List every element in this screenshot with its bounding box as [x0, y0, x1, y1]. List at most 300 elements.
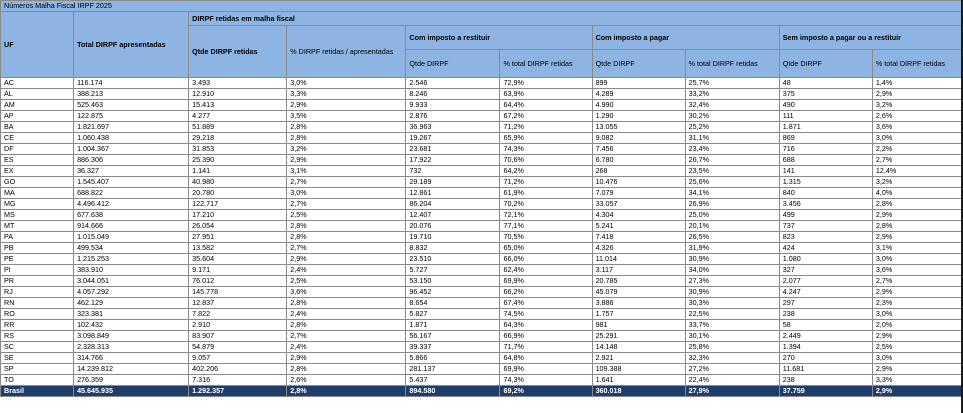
- cell-total: 1.821.697: [74, 122, 189, 133]
- cell-restituir-qtde: 20.076: [406, 221, 500, 232]
- cell-pagar-qtde: 45.079: [592, 287, 685, 298]
- cell-total: 677.638: [74, 210, 189, 221]
- cell-pct-retidas: 2,8%: [287, 133, 406, 144]
- cell-sem-qtde: 737: [779, 221, 872, 232]
- cell-pagar-qtde: 360.018: [592, 386, 685, 397]
- header-group-pagar: Com imposto a pagar: [592, 26, 779, 50]
- cell-pct-retidas: 2,8%: [287, 320, 406, 331]
- cell-restituir-pct: 69,9%: [500, 364, 592, 375]
- table-row: [1, 210, 963, 221]
- cell-sem-qtde: 297: [779, 298, 872, 309]
- cell-pagar-qtde: 4.289: [592, 89, 685, 100]
- cell-sem-pct: 2,8%: [872, 221, 962, 232]
- cell-uf: RS: [1, 331, 74, 342]
- cell-sem-pct: 2,5%: [872, 342, 962, 353]
- cell-pagar-qtde: 1.290: [592, 111, 685, 122]
- cell-restituir-pct: 64,8%: [500, 353, 592, 364]
- cell-restituir-pct: 71,2%: [500, 122, 592, 133]
- cell-sem-qtde: 375: [779, 89, 872, 100]
- cell-restituir-qtde: 894.580: [406, 386, 500, 397]
- cell-pct-retidas: 2,7%: [287, 177, 406, 188]
- cell-uf: DF: [1, 144, 74, 155]
- cell-sem-qtde: 111: [779, 111, 872, 122]
- cell-sem-qtde: 490: [779, 100, 872, 111]
- table-row: [1, 166, 963, 177]
- cell-total: 14.239.812: [74, 364, 189, 375]
- cell-restituir-pct: 70,2%: [500, 199, 592, 210]
- cell-restituir-qtde: 8.832: [406, 243, 500, 254]
- cell-pagar-qtde: 981: [592, 320, 685, 331]
- cell-sem-pct: 3,3%: [872, 375, 962, 386]
- header-restituir-qtde: Qtde DIRPF: [406, 50, 500, 78]
- table-row: [1, 232, 963, 243]
- cell-restituir-qtde: 19.267: [406, 133, 500, 144]
- cell-sem-pct: 3,0%: [872, 353, 962, 364]
- cell-pagar-qtde: 1.641: [592, 375, 685, 386]
- cell-retidas: 2.910: [189, 320, 287, 331]
- cell-sem-pct: 2,8%: [872, 199, 962, 210]
- cell-pagar-qtde: 5.241: [592, 221, 685, 232]
- cell-sem-qtde: 4.247: [779, 287, 872, 298]
- header-sem-qtde: Qtde DIRPF: [779, 50, 872, 78]
- cell-retidas: 51.889: [189, 122, 287, 133]
- cell-total: 462.129: [74, 298, 189, 309]
- cell-pct-retidas: 2,9%: [287, 254, 406, 265]
- cell-uf: SP: [1, 364, 74, 375]
- header-sem-pct: % total DIRPF retidas: [872, 50, 962, 78]
- cell-restituir-qtde: 2.546: [406, 78, 500, 89]
- cell-restituir-pct: 64,2%: [500, 166, 592, 177]
- cell-sem-pct: 2,9%: [872, 287, 962, 298]
- cell-pagar-qtde: 7.079: [592, 188, 685, 199]
- cell-pct-retidas: 2,9%: [287, 353, 406, 364]
- cell-pagar-pct: 31,9%: [685, 243, 779, 254]
- cell-sem-qtde: 688: [779, 155, 872, 166]
- header-uf: UF: [1, 12, 74, 78]
- cell-pagar-pct: 26,7%: [685, 155, 779, 166]
- cell-restituir-qtde: 53.150: [406, 276, 500, 287]
- cell-restituir-pct: 65,0%: [500, 243, 592, 254]
- cell-pagar-pct: 23,5%: [685, 166, 779, 177]
- cell-sem-pct: 3,6%: [872, 122, 962, 133]
- cell-retidas: 145.778: [189, 287, 287, 298]
- cell-uf: MA: [1, 188, 74, 199]
- cell-sem-qtde: 2.077: [779, 276, 872, 287]
- header-pagar-qtde: Qtde DIRPF: [592, 50, 685, 78]
- cell-restituir-pct: 67,2%: [500, 111, 592, 122]
- cell-restituir-qtde: 36.963: [406, 122, 500, 133]
- cell-total: 525.463: [74, 100, 189, 111]
- cell-restituir-qtde: 2.876: [406, 111, 500, 122]
- cell-total: 499.534: [74, 243, 189, 254]
- cell-restituir-qtde: 96.452: [406, 287, 500, 298]
- cell-uf: MG: [1, 199, 74, 210]
- cell-sem-qtde: 238: [779, 309, 872, 320]
- cell-pagar-pct: 27,2%: [685, 364, 779, 375]
- cell-total: 1.215.253: [74, 254, 189, 265]
- cell-retidas: 25.390: [189, 155, 287, 166]
- cell-pagar-qtde: 3.886: [592, 298, 685, 309]
- cell-restituir-pct: 62,4%: [500, 265, 592, 276]
- table-row: [1, 254, 963, 265]
- cell-restituir-pct: 74,3%: [500, 375, 592, 386]
- cell-pagar-pct: 30,9%: [685, 254, 779, 265]
- cell-sem-pct: 2,9%: [872, 364, 962, 375]
- cell-retidas: 40.980: [189, 177, 287, 188]
- cell-restituir-pct: 69,9%: [500, 276, 592, 287]
- cell-pagar-pct: 25,2%: [685, 122, 779, 133]
- header-pct-retidas: % DIRPF retidas / apresentadas: [287, 26, 406, 78]
- cell-restituir-pct: 74,5%: [500, 309, 592, 320]
- cell-total: 3.098.849: [74, 331, 189, 342]
- cell-total: 102.432: [74, 320, 189, 331]
- cell-sem-qtde: 1.394: [779, 342, 872, 353]
- cell-sem-qtde: 1.871: [779, 122, 872, 133]
- cell-total: 276.359: [74, 375, 189, 386]
- cell-pagar-pct: 20,1%: [685, 221, 779, 232]
- cell-pct-retidas: 3,6%: [287, 287, 406, 298]
- cell-pagar-pct: 27,9%: [685, 386, 779, 397]
- cell-total: 2.328.313: [74, 342, 189, 353]
- cell-pagar-pct: 30,1%: [685, 331, 779, 342]
- cell-restituir-qtde: 29.189: [406, 177, 500, 188]
- cell-sem-qtde: 424: [779, 243, 872, 254]
- cell-pagar-pct: 32,4%: [685, 100, 779, 111]
- cell-pct-retidas: 3,3%: [287, 89, 406, 100]
- cell-uf: ES: [1, 155, 74, 166]
- cell-retidas: 7.822: [189, 309, 287, 320]
- cell-retidas: 12.837: [189, 298, 287, 309]
- total-row: [1, 386, 963, 397]
- cell-uf: CE: [1, 133, 74, 144]
- cell-restituir-qtde: 12.407: [406, 210, 500, 221]
- cell-uf: RR: [1, 320, 74, 331]
- cell-pagar-qtde: 3.117: [592, 265, 685, 276]
- cell-restituir-qtde: 23.510: [406, 254, 500, 265]
- cell-uf: MS: [1, 210, 74, 221]
- cell-sem-pct: 1,4%: [872, 78, 962, 89]
- cell-pagar-qtde: 6.780: [592, 155, 685, 166]
- cell-uf: PB: [1, 243, 74, 254]
- cell-total: 388.213: [74, 89, 189, 100]
- cell-uf: PA: [1, 232, 74, 243]
- cell-restituir-pct: 72,9%: [500, 78, 592, 89]
- cell-pct-retidas: 2,4%: [287, 309, 406, 320]
- header-group-retidas: DIRPF retidas em malha fiscal: [189, 12, 963, 26]
- cell-retidas: 76.012: [189, 276, 287, 287]
- cell-total: 1.545.407: [74, 177, 189, 188]
- cell-pagar-pct: 25,7%: [685, 78, 779, 89]
- cell-sem-qtde: 270: [779, 353, 872, 364]
- cell-sem-pct: 2,9%: [872, 89, 962, 100]
- cell-uf: RN: [1, 298, 74, 309]
- cell-sem-pct: 12,4%: [872, 166, 962, 177]
- cell-uf: EX: [1, 166, 74, 177]
- cell-pagar-qtde: 7.418: [592, 232, 685, 243]
- table-row: [1, 177, 963, 188]
- cell-pagar-qtde: 2.921: [592, 353, 685, 364]
- cell-uf: GO: [1, 177, 74, 188]
- cell-pagar-qtde: 899: [592, 78, 685, 89]
- cell-sem-qtde: 2.449: [779, 331, 872, 342]
- cell-restituir-qtde: 5.727: [406, 265, 500, 276]
- cell-pagar-pct: 26,9%: [685, 199, 779, 210]
- cell-total: 383.910: [74, 265, 189, 276]
- cell-total: 116.174: [74, 78, 189, 89]
- table-title: Números Malha Fiscal IRPF 2025: [1, 1, 963, 12]
- cell-pagar-qtde: 1.757: [592, 309, 685, 320]
- cell-sem-pct: 3,1%: [872, 243, 962, 254]
- cell-retidas: 1.141: [189, 166, 287, 177]
- cell-pagar-qtde: 11.014: [592, 254, 685, 265]
- cell-total: 1.004.367: [74, 144, 189, 155]
- cell-uf: AL: [1, 89, 74, 100]
- cell-pct-retidas: 2,5%: [287, 276, 406, 287]
- table-row: [1, 342, 963, 353]
- cell-restituir-qtde: 5.866: [406, 353, 500, 364]
- cell-uf: TO: [1, 375, 74, 386]
- cell-restituir-pct: 63,9%: [500, 89, 592, 100]
- cell-sem-pct: 3,2%: [872, 177, 962, 188]
- cell-sem-pct: 2,9%: [872, 386, 962, 397]
- cell-pagar-qtde: 33.057: [592, 199, 685, 210]
- cell-pct-retidas: 2,8%: [287, 122, 406, 133]
- cell-restituir-qtde: 5.827: [406, 309, 500, 320]
- cell-total: 886.306: [74, 155, 189, 166]
- cell-uf: AM: [1, 100, 74, 111]
- cell-pagar-pct: 25,8%: [685, 342, 779, 353]
- cell-pagar-pct: 31,1%: [685, 133, 779, 144]
- cell-restituir-pct: 66,2%: [500, 287, 592, 298]
- cell-pagar-qtde: 4.304: [592, 210, 685, 221]
- cell-pct-retidas: 3,0%: [287, 188, 406, 199]
- cell-pct-retidas: 3,2%: [287, 144, 406, 155]
- cell-restituir-qtde: 8.246: [406, 89, 500, 100]
- cell-restituir-qtde: 732: [406, 166, 500, 177]
- cell-pct-retidas: 3,5%: [287, 111, 406, 122]
- cell-sem-pct: 2,2%: [872, 144, 962, 155]
- table-row: [1, 122, 963, 133]
- cell-retidas: 20.780: [189, 188, 287, 199]
- cell-restituir-qtde: 9.933: [406, 100, 500, 111]
- table-row: [1, 309, 963, 320]
- cell-restituir-pct: 70,6%: [500, 155, 592, 166]
- cell-restituir-qtde: 56.167: [406, 331, 500, 342]
- cell-sem-qtde: 238: [779, 375, 872, 386]
- cell-sem-qtde: 1.080: [779, 254, 872, 265]
- cell-pagar-pct: 30,9%: [685, 287, 779, 298]
- table-row: [1, 320, 963, 331]
- header-restituir-pct: % total DIRPF retidas: [500, 50, 592, 78]
- cell-retidas: 35.604: [189, 254, 287, 265]
- cell-restituir-pct: 67,4%: [500, 298, 592, 309]
- header-group-sem: Sem imposto a pagar ou a restituir: [779, 26, 962, 50]
- table-row: [1, 375, 963, 386]
- cell-restituir-qtde: 86.204: [406, 199, 500, 210]
- cell-pagar-qtde: 20.785: [592, 276, 685, 287]
- cell-pct-retidas: 2,7%: [287, 331, 406, 342]
- cell-uf: MT: [1, 221, 74, 232]
- cell-pct-retidas: 2,5%: [287, 210, 406, 221]
- cell-restituir-pct: 61,9%: [500, 188, 592, 199]
- cell-restituir-pct: 77,1%: [500, 221, 592, 232]
- cell-total: 1.015.049: [74, 232, 189, 243]
- cell-sem-pct: 3,2%: [872, 100, 962, 111]
- cell-pct-retidas: 2,4%: [287, 265, 406, 276]
- cell-sem-qtde: 1.315: [779, 177, 872, 188]
- cell-pct-retidas: 3,1%: [287, 166, 406, 177]
- cell-restituir-pct: 65,9%: [500, 133, 592, 144]
- cell-restituir-qtde: 8.654: [406, 298, 500, 309]
- cell-restituir-qtde: 12.861: [406, 188, 500, 199]
- cell-sem-pct: 2,6%: [872, 111, 962, 122]
- cell-restituir-pct: 72,1%: [500, 210, 592, 221]
- cell-total: 914.666: [74, 221, 189, 232]
- header-total-dirpf: Total DIRPF apresentadas: [74, 12, 189, 78]
- cell-uf: PR: [1, 276, 74, 287]
- cell-pct-retidas: 2,8%: [287, 364, 406, 375]
- table-row: [1, 221, 963, 232]
- cell-pagar-qtde: 268: [592, 166, 685, 177]
- table-row: [1, 287, 963, 298]
- table-row: [1, 243, 963, 254]
- cell-uf: RJ: [1, 287, 74, 298]
- cell-pct-retidas: 2,8%: [287, 298, 406, 309]
- cell-pct-retidas: 2,6%: [287, 375, 406, 386]
- cell-pct-retidas: 3,0%: [287, 78, 406, 89]
- cell-retidas: 29.218: [189, 133, 287, 144]
- cell-pagar-qtde: 9.082: [592, 133, 685, 144]
- cell-total: 1.060.438: [74, 133, 189, 144]
- cell-sem-qtde: 37.759: [779, 386, 872, 397]
- cell-sem-qtde: 869: [779, 133, 872, 144]
- cell-restituir-qtde: 23.681: [406, 144, 500, 155]
- cell-sem-pct: 2,0%: [872, 320, 962, 331]
- cell-sem-pct: 2,9%: [872, 210, 962, 221]
- cell-pagar-qtde: 10.476: [592, 177, 685, 188]
- table-row: [1, 276, 963, 287]
- table-row: [1, 298, 963, 309]
- table-row: [1, 111, 963, 122]
- cell-retidas: 31.853: [189, 144, 287, 155]
- table-row: [1, 155, 963, 166]
- cell-pct-retidas: 2,8%: [287, 386, 406, 397]
- header-qtde-retidas: Qtde DIRPF retidas: [189, 26, 287, 78]
- header-pagar-pct: % total DIRPF retidas: [685, 50, 779, 78]
- cell-restituir-pct: 66,9%: [500, 331, 592, 342]
- cell-restituir-qtde: 1.871: [406, 320, 500, 331]
- table-row: [1, 89, 963, 100]
- cell-uf: PE: [1, 254, 74, 265]
- table-row: [1, 133, 963, 144]
- cell-pct-retidas: 2,7%: [287, 199, 406, 210]
- cell-restituir-pct: 71,2%: [500, 177, 592, 188]
- cell-uf: BA: [1, 122, 74, 133]
- table-body: [1, 78, 963, 397]
- table-row: [1, 265, 963, 276]
- cell-pagar-pct: 34,0%: [685, 265, 779, 276]
- cell-sem-pct: 2,7%: [872, 155, 962, 166]
- cell-retidas: 15.413: [189, 100, 287, 111]
- cell-pagar-pct: 25,6%: [685, 177, 779, 188]
- cell-sem-pct: 3,0%: [872, 309, 962, 320]
- cell-pagar-qtde: 4.990: [592, 100, 685, 111]
- cell-retidas: 402.206: [189, 364, 287, 375]
- cell-restituir-pct: 66,0%: [500, 254, 592, 265]
- cell-sem-pct: 3,6%: [872, 265, 962, 276]
- cell-total: 45.645.935: [74, 386, 189, 397]
- cell-retidas: 26.054: [189, 221, 287, 232]
- cell-total: 36.327: [74, 166, 189, 177]
- cell-sem-qtde: 3.456: [779, 199, 872, 210]
- cell-pagar-qtde: 7.456: [592, 144, 685, 155]
- cell-restituir-pct: 71,7%: [500, 342, 592, 353]
- table-row: [1, 144, 963, 155]
- cell-pagar-pct: 22,5%: [685, 309, 779, 320]
- cell-restituir-qtde: 19.710: [406, 232, 500, 243]
- cell-pagar-qtde: 13.055: [592, 122, 685, 133]
- cell-restituir-qtde: 281.137: [406, 364, 500, 375]
- cell-pagar-pct: 33,2%: [685, 89, 779, 100]
- cell-restituir-pct: 74,3%: [500, 144, 592, 155]
- cell-uf: RO: [1, 309, 74, 320]
- cell-uf: PI: [1, 265, 74, 276]
- cell-sem-pct: 3,0%: [872, 133, 962, 144]
- cell-retidas: 54.879: [189, 342, 287, 353]
- table-row: [1, 353, 963, 364]
- cell-uf: SC: [1, 342, 74, 353]
- cell-total: 688.822: [74, 188, 189, 199]
- cell-sem-pct: 2,3%: [872, 298, 962, 309]
- cell-pct-retidas: 2,9%: [287, 155, 406, 166]
- cell-retidas: 122.717: [189, 199, 287, 210]
- cell-pagar-pct: 22,4%: [685, 375, 779, 386]
- table-row: [1, 364, 963, 375]
- table-row: [1, 331, 963, 342]
- cell-total: 3.044.051: [74, 276, 189, 287]
- cell-pagar-qtde: 25.291: [592, 331, 685, 342]
- cell-sem-qtde: 716: [779, 144, 872, 155]
- cell-retidas: 9.171: [189, 265, 287, 276]
- cell-uf: AC: [1, 78, 74, 89]
- cell-retidas: 83.907: [189, 331, 287, 342]
- cell-pagar-pct: 30,2%: [685, 111, 779, 122]
- cell-sem-pct: 2,9%: [872, 232, 962, 243]
- cell-total: 323.381: [74, 309, 189, 320]
- cell-uf: AP: [1, 111, 74, 122]
- cell-sem-pct: 2,7%: [872, 276, 962, 287]
- cell-total: 122.875: [74, 111, 189, 122]
- cell-retidas: 7.316: [189, 375, 287, 386]
- table-row: [1, 100, 963, 111]
- cell-sem-qtde: 327: [779, 265, 872, 276]
- table-row: [1, 78, 963, 89]
- cell-sem-qtde: 48: [779, 78, 872, 89]
- cell-retidas: 13.582: [189, 243, 287, 254]
- cell-pagar-pct: 26,5%: [685, 232, 779, 243]
- cell-sem-qtde: 11.681: [779, 364, 872, 375]
- cell-pct-retidas: 2,7%: [287, 243, 406, 254]
- cell-retidas: 12.910: [189, 89, 287, 100]
- cell-total: 314.766: [74, 353, 189, 364]
- cell-pct-retidas: 2,9%: [287, 100, 406, 111]
- cell-pagar-pct: 23,4%: [685, 144, 779, 155]
- table-row: [1, 188, 963, 199]
- cell-retidas: 3.493: [189, 78, 287, 89]
- cell-retidas: 1.292.357: [189, 386, 287, 397]
- cell-uf: Brasil: [1, 386, 74, 397]
- cell-sem-qtde: 823: [779, 232, 872, 243]
